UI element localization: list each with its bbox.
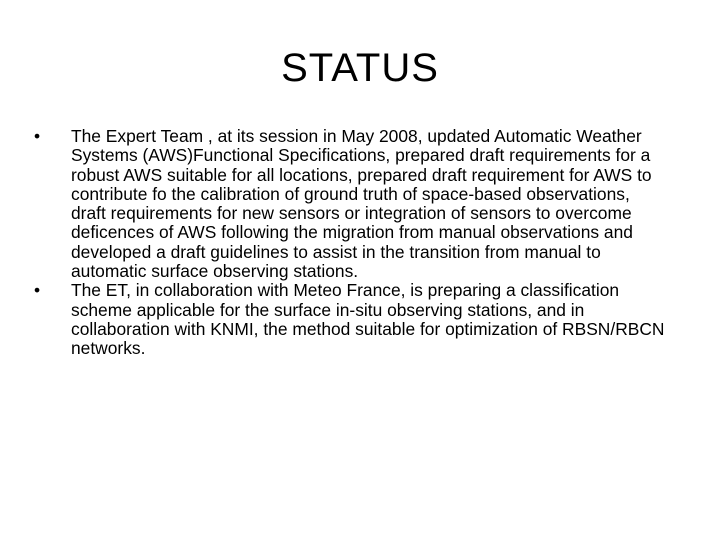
bullet-item xyxy=(34,281,666,358)
bullet-list xyxy=(34,127,666,359)
bullet-icon: • xyxy=(34,280,41,301)
slide-title: STATUS xyxy=(281,46,439,90)
bullet-item xyxy=(34,127,666,281)
bullet-icon: • xyxy=(34,126,41,146)
bullet-text: The ET, in collaboration with Meteo France, is preparing a classification scheme applicable for the surface in-situ observing stations, and in collaboration with KNMI, the method suitable for optimization of RBSN/RBCN networks. xyxy=(71,280,665,359)
bullet-text: The Expert Team , at its session in May 2008, updated Automatic Weather Systems (AWS)Functional Specifications, prepared draft requirements for a robust AWS suitable for all locations, prepared draft requirement for AWS to contribute fo the calibration of ground truth of space-based observations, draft requirements for new sensors or integration of sensors to overcome deficences of AWS following the migration from manual observations and developed a draft guidelines to assist in the transition from manual to automatic surface observing stations. xyxy=(71,126,652,282)
